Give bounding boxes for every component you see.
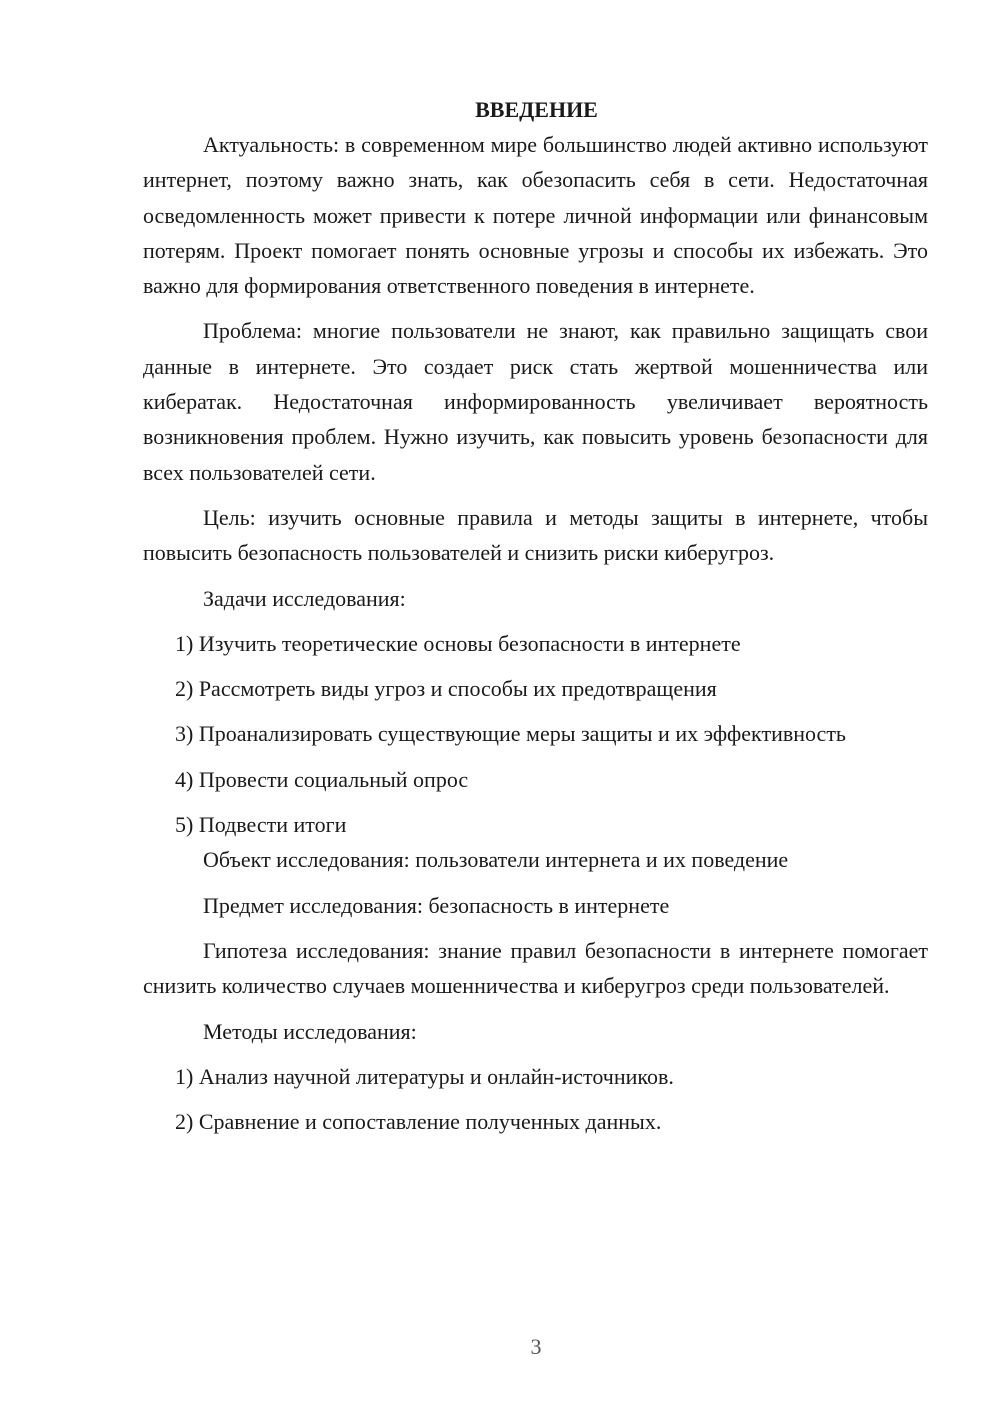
object-paragraph: Объект исследования: пользователи интернета и их поведение	[203, 847, 789, 873]
document-body	[143, 92, 928, 1139]
task-item-4: 4) Провести социальный опрос	[175, 766, 469, 792]
tasks-heading: Задачи исследования:	[203, 585, 406, 611]
task-item-3: 3) Проанализировать существующие меры защиты и их эффективность	[175, 721, 846, 747]
task-item-2: 2) Рассмотреть виды угроз и способы их предотвращения	[175, 676, 717, 702]
method-item-2: 2) Сравнение и сопоставление полученных данных.	[175, 1109, 662, 1135]
method-item-1: 1) Анализ научной литературы и онлайн-источников.	[175, 1063, 674, 1089]
goal-paragraph: Цель: изучить основные правила и методы защиты в интернете, чтобы повысить безопасность пользователей и снизить риски киберугроз.	[143, 504, 928, 566]
page-number: 3	[530, 1334, 542, 1359]
methods-heading: Методы исследования:	[203, 1018, 417, 1044]
task-item-5: 5) Подвести итоги	[175, 812, 347, 838]
subject-paragraph: Предмет исследования: безопасность в интернете	[203, 892, 670, 918]
problem-paragraph: Проблема: многие пользователи не знают, как правильно защищать свои данные в интернете. Это создает риск стать жертвой мошенничества или кибератак. Недостаточная информированность увеличивает вероятность возникновения проблем. Нужно изучить, как повысить уровень безопасности для всех пользователей сети.	[143, 318, 928, 485]
hypothesis-paragraph: Гипотеза исследования: знание правил безопасности в интернете помогает снизить количество случаев мошенничества и киберугроз среди пользователей.	[143, 937, 928, 999]
task-item-1: 1) Изучить теоретические основы безопасности в интернете	[175, 630, 741, 656]
page-title: ВВЕДЕНИЕ	[475, 97, 598, 122]
relevance-paragraph: Актуальность: в современном мире большинство людей активно используют интернет, поэтому важно знать, как обезопасить себя в сети. Недостаточная осведомленность может привести к потере личной информации или финансовым потерям. Проект помогает понять основные угрозы и способы их избежать. Это важно для формирования ответственного поведения в интернете.	[143, 132, 928, 299]
